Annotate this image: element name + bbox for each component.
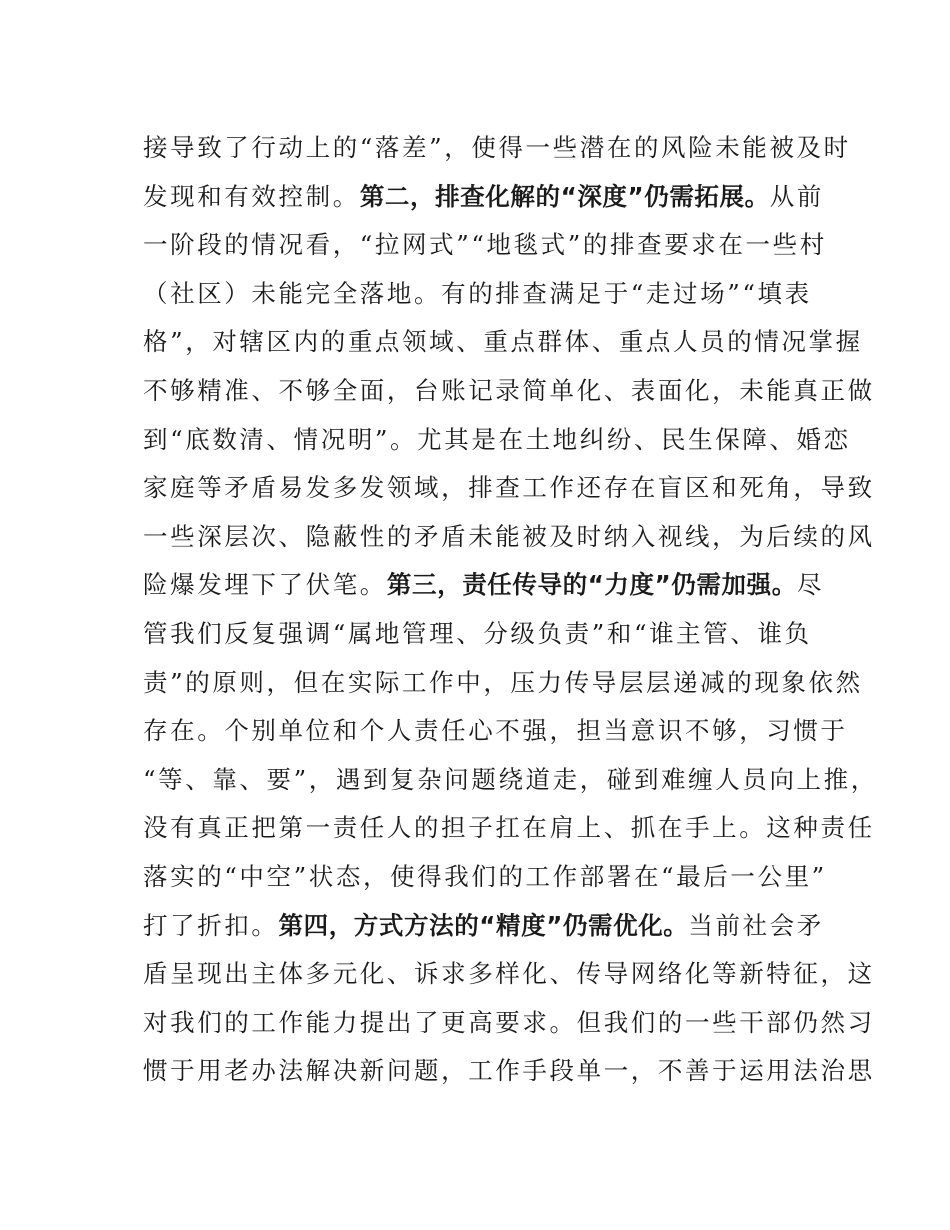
text-line: [143, 416, 851, 465]
text-line: [143, 707, 848, 756]
body-text: 发现和有效控制。: [143, 181, 360, 211]
body-text: 惯于用老办法解决新问题，工作手段单一，不善于运用法治思: [143, 1056, 875, 1086]
body-text: 对我们的工作能力提出了更高要求。但我们的一些干部仍然习: [143, 1007, 875, 1037]
body-text: 打了折扣。: [143, 910, 279, 940]
body-text: 落实的“中空”状态，使得我们的工作部署在“最后一公里”: [143, 861, 827, 891]
body-text: 一些深层次、隐蔽性的矛盾未能被及时纳入视线，为后续的风: [143, 521, 875, 551]
body-text: 接导致了行动上的“落差”，使得一些潜在的风险未能被及时: [143, 133, 851, 162]
text-line: [143, 853, 827, 902]
text-line: [143, 950, 875, 999]
body-text: 尽: [796, 570, 824, 600]
text-line: [143, 1047, 875, 1096]
body-text: 一阶段的情况看，“拉网式”“地毯式”的排查要求在一些村: [143, 230, 827, 260]
text-line: [143, 902, 824, 951]
bold-heading-text: 第二，排查化解的“深度”仍需拓展。: [359, 181, 770, 211]
text-line: [143, 610, 812, 659]
body-text: 不够精准、不够全面，台账记录简单化、表面化，未能真正做: [143, 375, 875, 405]
body-text: 从前: [769, 181, 824, 211]
bold-heading-text: 第四，方式方法的“精度”仍需优化。: [278, 910, 689, 940]
text-line: [143, 464, 875, 513]
text-line: [143, 124, 851, 173]
text-line: [143, 173, 824, 222]
body-text: 存在。个别单位和个人责任心不强，担当意识不够，习惯于: [143, 716, 848, 746]
text-line: [143, 367, 875, 416]
body-text: 责”的原则，但在实际工作中，压力传导层层递减的现象依然: [143, 667, 863, 697]
body-text: 盾呈现出主体多元化、诉求多样化、传导网络化等新特征，这: [143, 959, 875, 989]
bold-heading-text: 第三，责任传导的“力度”仍需加强。: [386, 570, 797, 600]
body-text: 当前社会矛: [688, 910, 824, 940]
text-line: [143, 270, 812, 319]
text-line: [143, 318, 863, 367]
body-text: 到“底数清、情况明”。尤其是在土地纠纷、民生保障、婚恋: [143, 424, 851, 454]
text-line: [143, 561, 824, 610]
document-body: [143, 124, 878, 1096]
text-line: [143, 659, 863, 708]
body-text: “等、靠、要”，遇到复杂问题绕道走，碰到难缠人员向上推，: [143, 764, 878, 794]
text-line: [143, 804, 875, 853]
text-line: [143, 999, 875, 1048]
text-line: [143, 756, 878, 805]
text-line: [143, 221, 827, 270]
body-text: 险爆发埋下了伏笔。: [143, 570, 387, 600]
body-text: 没有真正把第一责任人的担子扛在肩上、抓在手上。这种责任: [143, 813, 875, 843]
body-text: 管我们反复强调“属地管理、分级负责”和“谁主管、谁负: [143, 618, 812, 648]
text-line: [143, 513, 875, 562]
body-text: 格”，对辖区内的重点领域、重点群体、重点人员的情况掌握: [143, 327, 863, 357]
body-text: （社区）未能完全落地。有的排查满足于“走过场”“填表: [143, 278, 812, 308]
body-text: 家庭等矛盾易发多发领域，排查工作还存在盲区和死角，导致: [143, 473, 875, 503]
